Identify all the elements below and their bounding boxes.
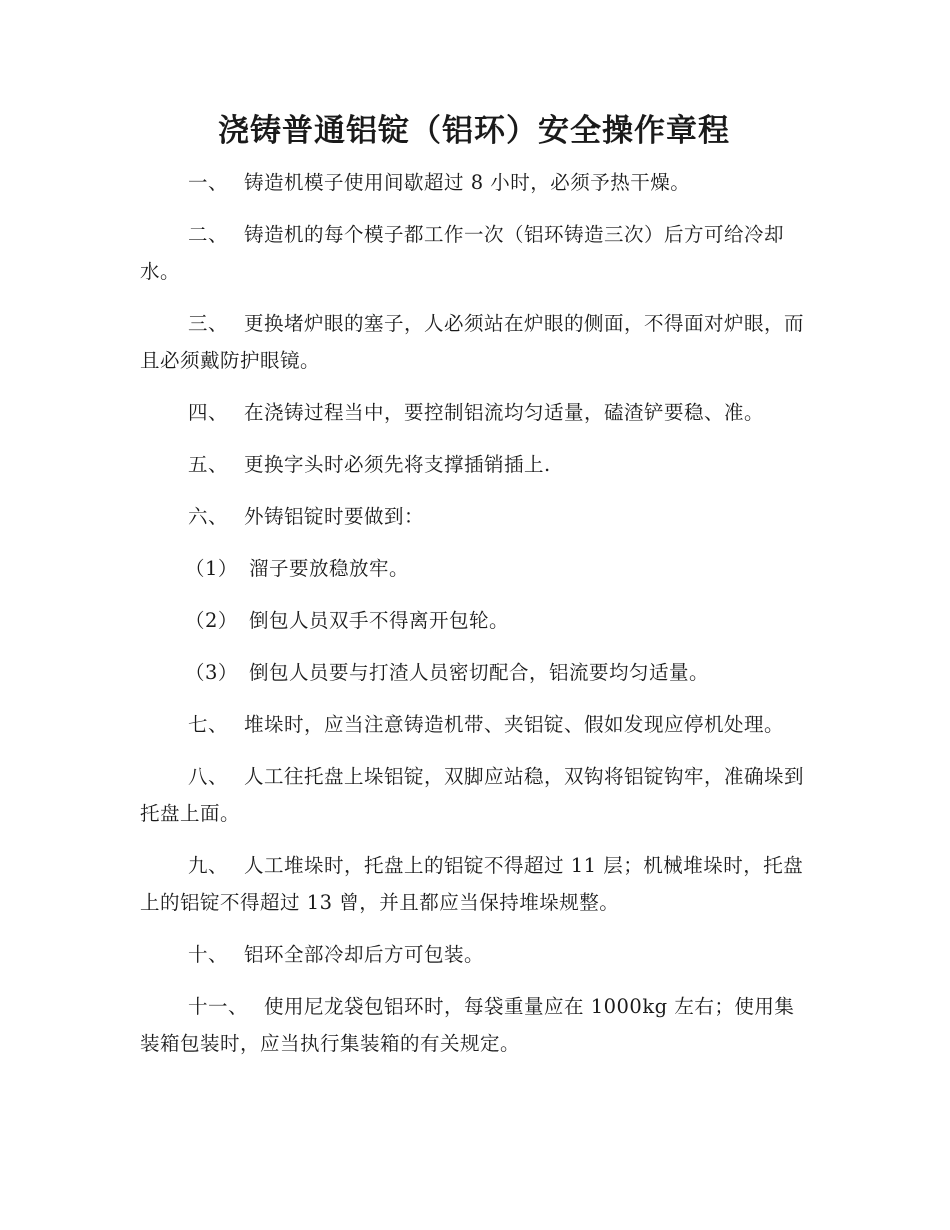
rule-item-6 bbox=[140, 498, 808, 535]
rule-text: 更换堵炉眼的塞子，人必须站在炉眼的侧面，不得面对炉眼，而且必须戴防护眼镜。 bbox=[140, 312, 805, 372]
rule-item-10 bbox=[140, 936, 808, 973]
document-page bbox=[140, 108, 808, 1077]
rule-text: 铝环全部冷却后方可包装。 bbox=[244, 943, 485, 966]
rule-item-11 bbox=[140, 988, 808, 1062]
rule-item-5 bbox=[140, 446, 808, 483]
rule-number: 九、 bbox=[188, 854, 229, 877]
rule-number: 二、 bbox=[188, 223, 229, 246]
rule-item-1 bbox=[140, 164, 808, 201]
rule-item-9 bbox=[140, 847, 808, 921]
rule-text: 使用尼龙袋包铝环时，每袋重量应在 1000kg 左右；使用集装箱包装时，应当执行集装箱的有关规定。 bbox=[140, 995, 795, 1055]
rule-item-3 bbox=[140, 305, 808, 379]
rule-item-8 bbox=[140, 758, 808, 832]
rule-number: 八、 bbox=[188, 765, 229, 788]
sub-item-text: 倒包人员双手不得离开包轮。 bbox=[249, 609, 510, 632]
rule-number: 三、 bbox=[188, 312, 229, 335]
rule-item-2 bbox=[140, 216, 808, 290]
sub-item-number: （2） bbox=[185, 609, 238, 632]
rule-text: 铸造机的每个模子都工作一次（铝环铸造三次）后方可给冷却水。 bbox=[140, 223, 785, 283]
rule-number: 一、 bbox=[188, 171, 229, 194]
rule-text: 人工往托盘上垛铝锭，双脚应站稳，双钩将铝锭钩牢，准确垛到托盘上面。 bbox=[140, 765, 805, 825]
sub-item-2 bbox=[140, 602, 808, 639]
rule-number: 十、 bbox=[188, 943, 229, 966]
sub-item-3 bbox=[140, 654, 808, 691]
rule-text: 外铸铝锭时要做到： bbox=[244, 505, 425, 528]
rule-text: 人工堆垛时，托盘上的铝锭不得超过 11 层；机械堆垛时，托盘上的铝锭不得超过 13 曾，并且都应当保持堆垛规整。 bbox=[140, 854, 804, 914]
sub-item-number: （3） bbox=[185, 661, 238, 684]
rule-item-7 bbox=[140, 706, 808, 743]
rule-text: 铸造机模子使用间歇超过 8 小时，必须予热干燥。 bbox=[244, 171, 691, 194]
sub-item-text: 倒包人员要与打渣人员密切配合，铝流要均匀适量。 bbox=[249, 661, 710, 684]
sub-item-number: （1） bbox=[185, 557, 238, 580]
rule-text: 堆垛时，应当注意铸造机带、夹铝锭、假如发现应停机处理。 bbox=[244, 713, 785, 736]
rule-text: 更换字头时必须先将支撑插销插上. bbox=[244, 453, 551, 476]
rule-number: 五、 bbox=[188, 453, 229, 476]
rule-number: 六、 bbox=[188, 505, 229, 528]
sub-item-1 bbox=[140, 550, 808, 587]
rule-number: 七、 bbox=[188, 713, 229, 736]
document-title: 浇铸普通铝锭（铝环）安全操作章程 bbox=[218, 113, 730, 149]
sub-item-text: 溜子要放稳放牢。 bbox=[249, 557, 410, 580]
rule-number: 十一、 bbox=[188, 995, 249, 1018]
rule-item-4 bbox=[140, 394, 808, 431]
rule-text: 在浇铸过程当中，要控制铝流均匀适量，磕渣铲要稳、准。 bbox=[244, 401, 765, 424]
rule-number: 四、 bbox=[188, 401, 229, 424]
